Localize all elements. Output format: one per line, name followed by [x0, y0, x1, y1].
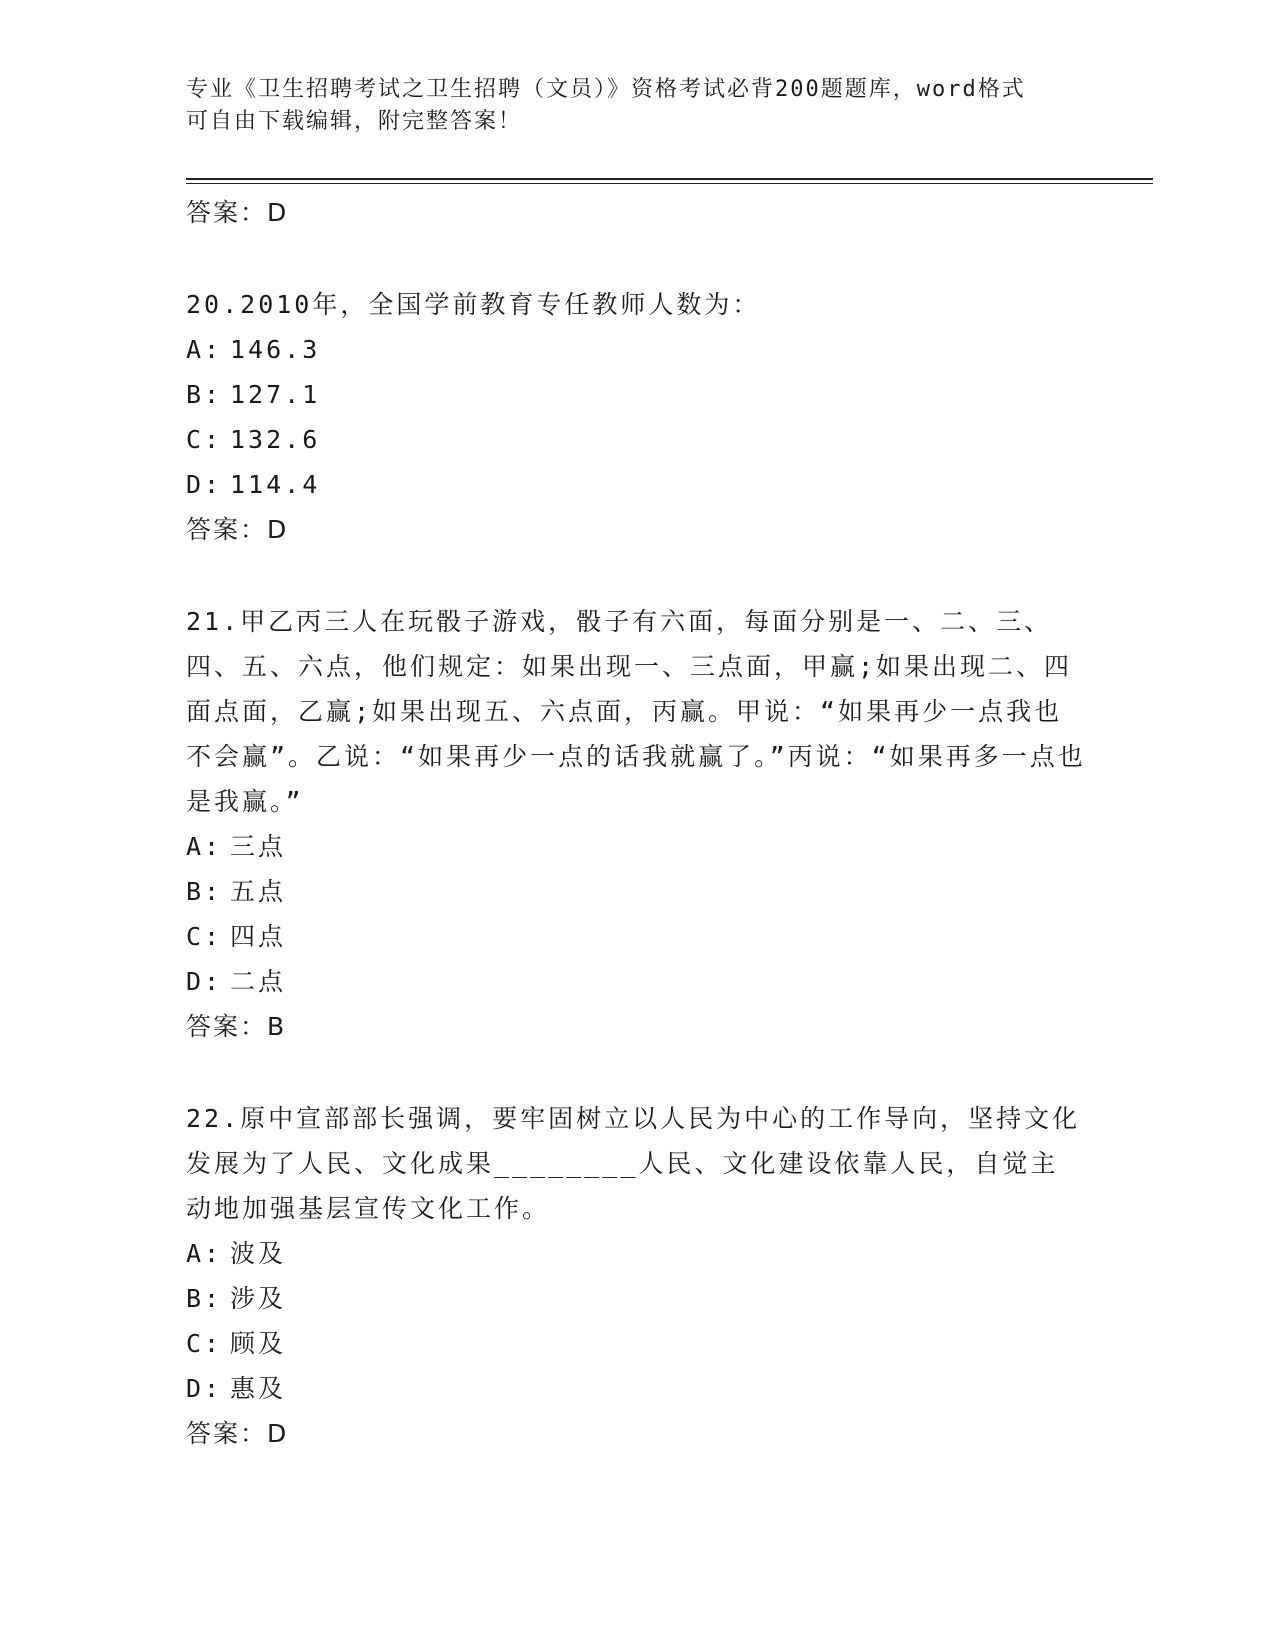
question-20 [186, 282, 1086, 552]
option-text: 114.4 [230, 470, 321, 499]
option-text: 二点 [230, 967, 287, 996]
option-text: 127.1 [230, 380, 321, 409]
document-header [186, 74, 1086, 138]
question-stem: 20.2010年，全国学前教育专任教师人数为： [186, 290, 761, 319]
answer-value: B [267, 1012, 287, 1041]
option-label: C: [186, 1329, 223, 1358]
question-list [186, 190, 1086, 1456]
option-a [186, 1231, 1086, 1276]
option-a [186, 327, 1086, 372]
option-d [186, 1366, 1086, 1411]
answer-value: D [267, 515, 289, 544]
question-21 [186, 599, 1086, 1049]
option-text: 涉及 [230, 1284, 287, 1313]
option-label: B: [186, 380, 223, 409]
option-label: C: [186, 922, 223, 951]
question-answer [186, 507, 1086, 552]
question-stem: 21.甲乙丙三人在玩骰子游戏，骰子有六面，每面分别是一、二、三、四、五、六点，他们规定：如果出现一、三点面，甲赢;如果出现二、四面点面，乙赢;如果出现五、六点面，丙赢。甲说：“如果再少一点我也不会赢”。乙说：“如果再少一点的话我就赢了。”丙说：“如果再多一点也是我赢。” [186, 607, 1086, 816]
answer-label: 答案： [186, 1419, 268, 1448]
option-label: D: [186, 967, 223, 996]
header-rule-thick [186, 178, 1153, 180]
option-label: A: [186, 1239, 223, 1268]
spacer [186, 1049, 1086, 1096]
header-line-2: 可自由下载编辑，附完整答案！ [186, 109, 523, 134]
option-text: 三点 [230, 832, 287, 861]
option-b [186, 869, 1086, 914]
previous-answer [186, 190, 1086, 235]
option-text: 顾及 [230, 1329, 287, 1358]
answer-label: 答案： [186, 198, 268, 227]
option-label: D: [186, 470, 223, 499]
answer-label: 答案： [186, 515, 268, 544]
option-text: 132.6 [230, 425, 321, 454]
option-c [186, 914, 1086, 959]
option-label: A: [186, 832, 223, 861]
question-answer [186, 1004, 1086, 1049]
header-rule-thin [186, 183, 1153, 184]
option-c [186, 1321, 1086, 1366]
option-text: 波及 [230, 1239, 287, 1268]
answer-value: D [267, 198, 289, 227]
option-label: B: [186, 877, 223, 906]
option-label: D: [186, 1374, 223, 1403]
option-text: 四点 [230, 922, 287, 951]
header-line-1: 专业《卫生招聘考试之卫生招聘（文员）》资格考试必背200题题库，word格式 [186, 77, 1026, 102]
question-22 [186, 1096, 1086, 1456]
option-text: 惠及 [230, 1374, 287, 1403]
option-b [186, 372, 1086, 417]
option-label: C: [186, 425, 223, 454]
spacer [186, 235, 1086, 282]
option-d [186, 462, 1086, 507]
question-answer [186, 1411, 1086, 1456]
answer-label: 答案： [186, 1012, 268, 1041]
option-d [186, 959, 1086, 1004]
option-b [186, 1276, 1086, 1321]
spacer [186, 552, 1086, 599]
option-label: B: [186, 1284, 223, 1313]
question-stem: 22.原中宣部部长强调，要牢固树立以人民为中心的工作导向，坚持文化发展为了人民、文化成果________人民、文化建设依靠人民，自觉主动地加强基层宣传文化工作。 [186, 1104, 1081, 1223]
option-c [186, 417, 1086, 462]
option-text: 146.3 [230, 335, 321, 364]
answer-value: D [267, 1419, 289, 1448]
option-text: 五点 [230, 877, 287, 906]
option-a [186, 824, 1086, 869]
option-label: A: [186, 335, 223, 364]
